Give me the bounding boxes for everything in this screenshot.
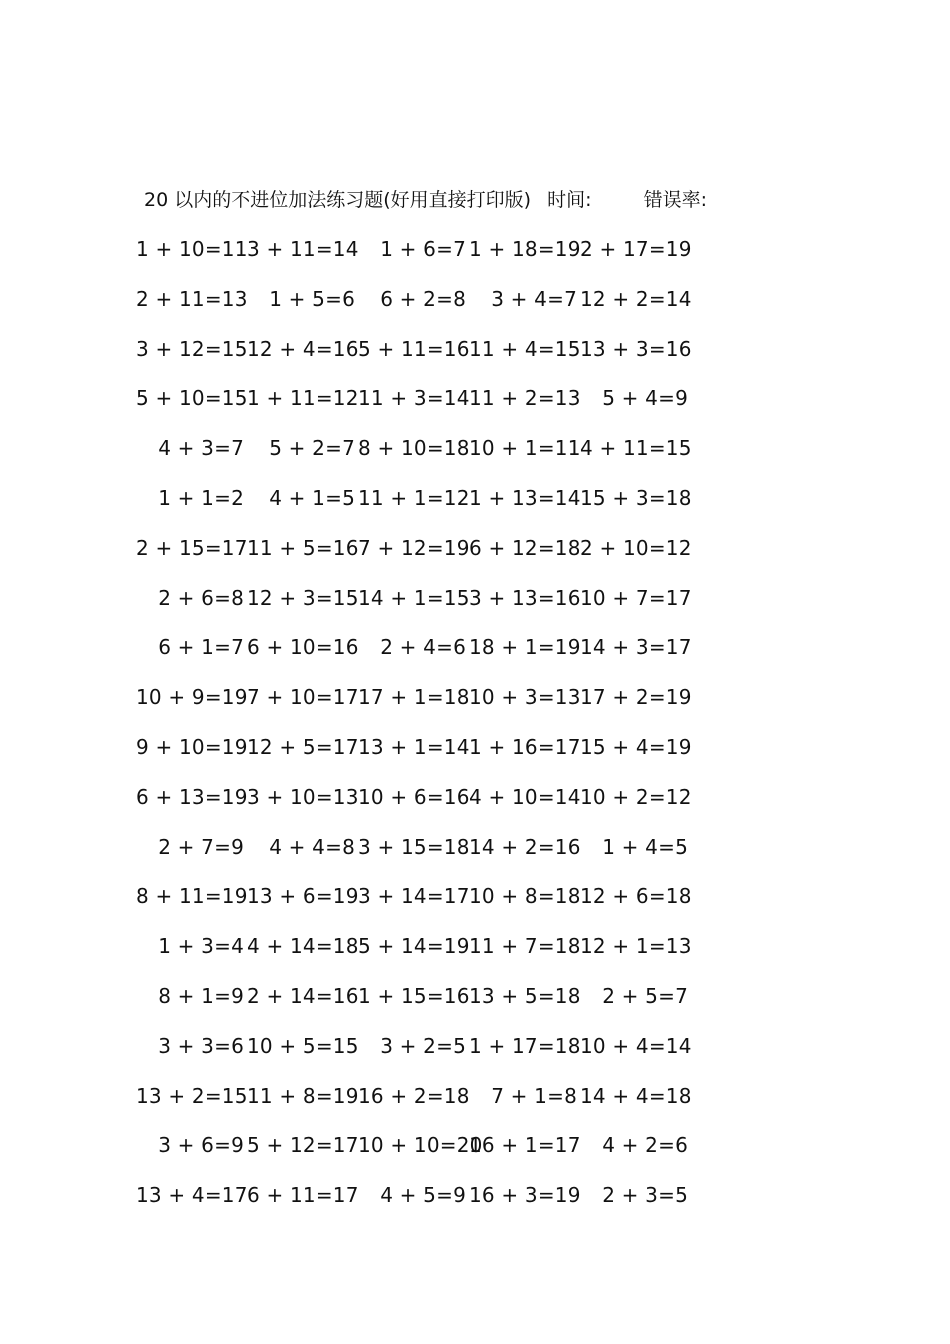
time-label: 时间:	[547, 189, 592, 211]
addition-problem: 8 + 10=18	[358, 436, 470, 461]
addition-problem: 10 + 3=13	[469, 685, 581, 710]
addition-problem: 3 + 15=18	[358, 834, 470, 859]
addition-problem: 2 + 17=19	[580, 237, 692, 261]
problem-row	[0, 433, 950, 483]
addition-problem: 2 + 14=16	[247, 983, 359, 1008]
problem-row	[0, 981, 950, 1031]
addition-problem: 3 + 12=15	[136, 336, 248, 361]
worksheet-header	[144, 186, 707, 214]
addition-problem: 10 + 7=17	[580, 585, 692, 610]
addition-problem: 4 + 5=9	[380, 1183, 466, 1208]
addition-problem: 4 + 1=5	[269, 485, 355, 510]
addition-problem: 3 + 3=6	[158, 1033, 244, 1058]
addition-problem: 5 + 11=16	[358, 336, 470, 361]
addition-problem: 4 + 3=7	[158, 436, 244, 461]
addition-problem: 10 + 8=18	[469, 884, 581, 909]
addition-problem: 1 + 6=7	[380, 237, 466, 261]
addition-problem: 2 + 6=8	[158, 585, 244, 610]
addition-problem: 1 + 3=4	[158, 934, 244, 959]
problem-row	[0, 782, 950, 832]
addition-problem: 2 + 4=6	[380, 635, 466, 660]
addition-problem: 15 + 3=18	[580, 485, 692, 510]
problem-row	[0, 881, 950, 931]
addition-problem: 10 + 1=11	[469, 436, 581, 461]
problem-row	[0, 583, 950, 633]
addition-problem: 3 + 2=5	[380, 1033, 466, 1058]
addition-problem: 11 + 4=15	[469, 336, 581, 361]
problem-row	[0, 284, 950, 334]
addition-problem: 8 + 1=9	[158, 983, 244, 1008]
addition-problem: 11 + 8=19	[247, 1083, 359, 1108]
addition-problem: 11 + 2=13	[469, 386, 581, 411]
addition-problem: 17 + 2=19	[580, 685, 692, 710]
addition-problem: 7 + 10=17	[247, 685, 359, 710]
addition-problem: 4 + 11=15	[580, 436, 692, 461]
addition-problem: 13 + 1=14	[358, 734, 470, 759]
addition-problem: 15 + 4=19	[580, 734, 692, 759]
problem-row	[0, 334, 950, 384]
addition-problem: 3 + 4=7	[491, 286, 577, 311]
addition-problem: 6 + 12=18	[469, 535, 581, 560]
addition-problem: 3 + 14=17	[358, 884, 470, 909]
addition-problem: 6 + 11=17	[247, 1183, 359, 1208]
addition-problem: 13 + 3=16	[580, 336, 692, 361]
addition-problem: 11 + 5=16	[247, 535, 359, 560]
addition-problem: 12 + 2=14	[580, 286, 692, 311]
addition-problem: 12 + 6=18	[580, 884, 692, 909]
addition-problem: 5 + 12=17	[247, 1133, 359, 1158]
addition-problem: 11 + 7=18	[469, 934, 581, 959]
addition-problem: 5 + 14=19	[358, 934, 470, 959]
addition-problem: 16 + 2=18	[358, 1083, 470, 1108]
worksheet-title: 20 以内的不进位加法练习题(好用直接打印版)	[144, 189, 532, 211]
addition-problem: 1 + 5=6	[269, 286, 355, 311]
addition-problem: 12 + 4=16	[247, 336, 359, 361]
error-rate-label: 错误率:	[643, 189, 707, 211]
addition-problem: 7 + 1=8	[491, 1083, 577, 1108]
addition-problem: 13 + 6=19	[247, 884, 359, 909]
addition-problem: 16 + 3=19	[469, 1183, 581, 1208]
addition-problem: 1 + 1=2	[158, 485, 244, 510]
addition-problem: 13 + 5=18	[469, 983, 581, 1008]
problem-grid	[0, 234, 950, 1230]
addition-problem: 1 + 18=19	[469, 237, 581, 261]
problem-row	[0, 483, 950, 533]
addition-problem: 5 + 2=7	[269, 436, 355, 461]
addition-problem: 9 + 10=19	[136, 734, 248, 759]
addition-problem: 1 + 17=18	[469, 1033, 581, 1058]
addition-problem: 1 + 13=14	[469, 485, 581, 510]
addition-problem: 12 + 3=15	[247, 585, 359, 610]
addition-problem: 1 + 11=12	[247, 386, 359, 411]
addition-problem: 17 + 1=18	[358, 685, 470, 710]
addition-problem: 1 + 15=16	[358, 983, 470, 1008]
problem-row	[0, 1081, 950, 1131]
addition-problem: 2 + 7=9	[158, 834, 244, 859]
problem-row	[0, 383, 950, 433]
addition-problem: 10 + 5=15	[247, 1033, 359, 1058]
addition-problem: 7 + 12=19	[358, 535, 470, 560]
addition-problem: 6 + 2=8	[380, 286, 466, 311]
addition-problem: 14 + 4=18	[580, 1083, 692, 1108]
addition-problem: 13 + 2=15	[136, 1083, 248, 1108]
addition-problem: 3 + 13=16	[469, 585, 581, 610]
addition-problem: 1 + 10=11	[136, 237, 248, 261]
addition-problem: 10 + 2=12	[580, 784, 692, 809]
addition-problem: 14 + 1=15	[358, 585, 470, 610]
addition-problem: 13 + 4=17	[136, 1183, 248, 1208]
addition-problem: 4 + 14=18	[247, 934, 359, 959]
addition-problem: 3 + 11=14	[247, 237, 359, 261]
addition-problem: 3 + 10=13	[247, 784, 359, 809]
addition-problem: 2 + 3=5	[602, 1183, 688, 1208]
addition-problem: 5 + 10=15	[136, 386, 248, 411]
addition-problem: 2 + 10=12	[580, 535, 692, 560]
addition-problem: 12 + 5=17	[247, 734, 359, 759]
addition-problem: 2 + 15=17	[136, 535, 248, 560]
addition-problem: 1 + 16=17	[469, 734, 581, 759]
addition-problem: 4 + 2=6	[602, 1133, 688, 1158]
addition-problem: 14 + 3=17	[580, 635, 692, 660]
problem-row	[0, 533, 950, 583]
addition-problem: 11 + 1=12	[358, 485, 470, 510]
addition-problem: 6 + 1=7	[158, 635, 244, 660]
addition-problem: 3 + 6=9	[158, 1133, 244, 1158]
addition-problem: 10 + 10=20	[358, 1133, 483, 1158]
problem-row	[0, 1180, 950, 1230]
addition-problem: 10 + 9=19	[136, 685, 248, 710]
addition-problem: 1 + 4=5	[602, 834, 688, 859]
addition-problem: 2 + 11=13	[136, 286, 248, 311]
addition-problem: 14 + 2=16	[469, 834, 581, 859]
addition-problem: 12 + 1=13	[580, 934, 692, 959]
addition-problem: 11 + 3=14	[358, 386, 470, 411]
addition-problem: 4 + 4=8	[269, 834, 355, 859]
addition-problem: 6 + 13=19	[136, 784, 248, 809]
addition-problem: 16 + 1=17	[469, 1133, 581, 1158]
addition-problem: 10 + 4=14	[580, 1033, 692, 1058]
problem-row	[0, 1031, 950, 1081]
addition-problem: 5 + 4=9	[602, 386, 688, 411]
addition-problem: 6 + 10=16	[247, 635, 359, 660]
problem-row	[0, 931, 950, 981]
addition-problem: 4 + 10=14	[469, 784, 581, 809]
addition-problem: 10 + 6=16	[358, 784, 470, 809]
addition-problem: 2 + 5=7	[602, 983, 688, 1008]
problem-row	[0, 234, 950, 284]
problem-row	[0, 732, 950, 782]
problem-row	[0, 682, 950, 732]
problem-row	[0, 832, 950, 882]
addition-problem: 8 + 11=19	[136, 884, 248, 909]
problem-row	[0, 632, 950, 682]
problem-row	[0, 1130, 950, 1180]
addition-problem: 18 + 1=19	[469, 635, 581, 660]
